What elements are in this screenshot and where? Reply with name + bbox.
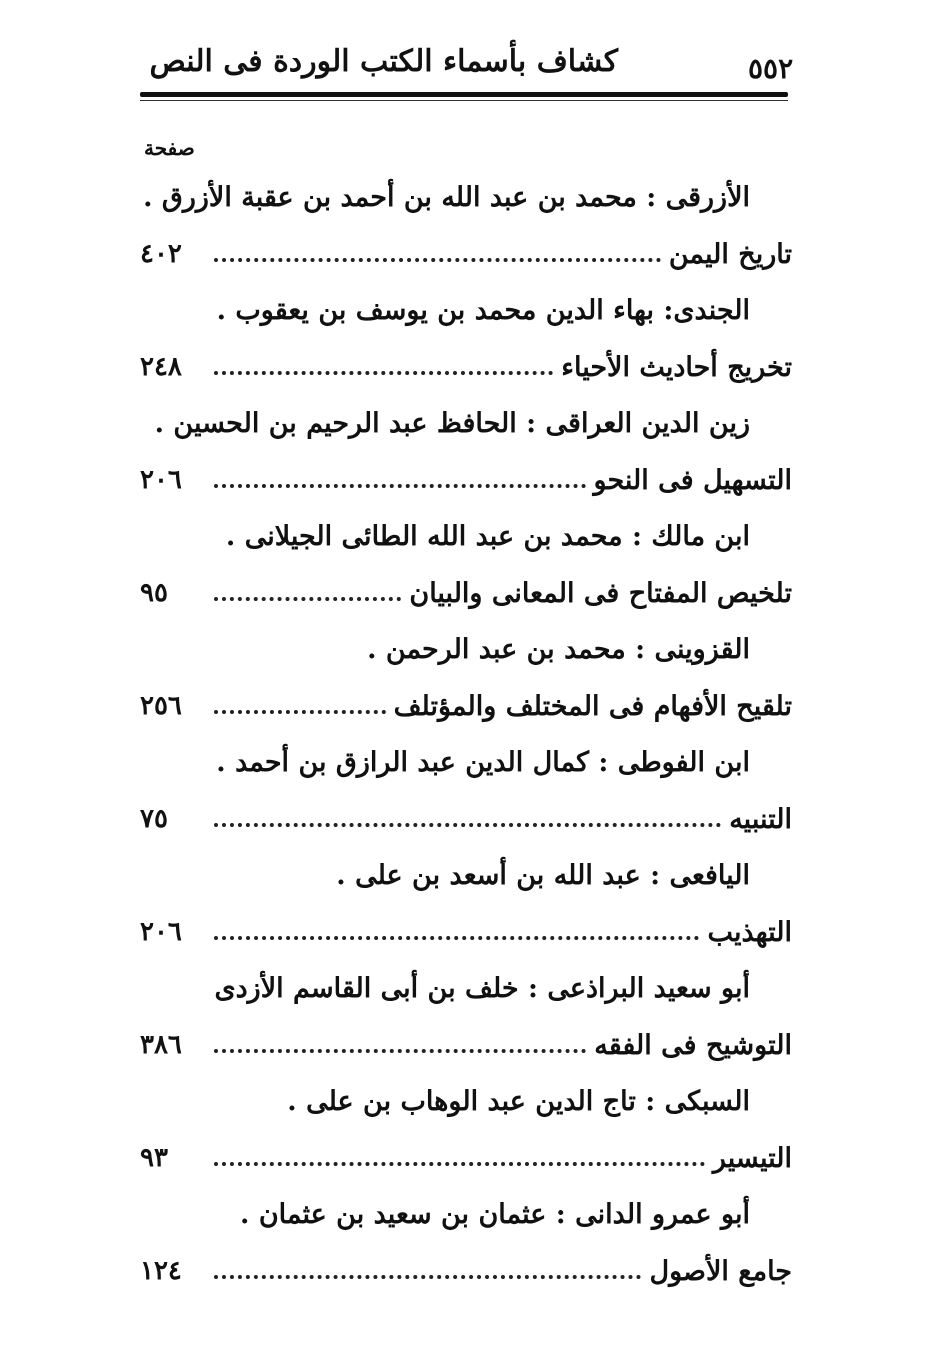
dot-leader [214, 1275, 641, 1279]
dot-leader [214, 1162, 705, 1166]
dot-leader [214, 936, 699, 940]
entry-author: اليافعى : عبد الله بن أسعد بن على . [336, 860, 750, 891]
page-column-label: صفحة [144, 136, 195, 160]
entry-title-row [140, 903, 792, 961]
header-rule [140, 92, 788, 97]
index-entry [140, 1187, 792, 1300]
running-header-title: كشاف بأسماء الكتب الوردة فى النص [149, 44, 618, 79]
entry-author: السبكى : تاج الدين عبد الوهاب بن على . [287, 1086, 750, 1117]
dot-leader [214, 597, 401, 601]
index-entry [140, 1074, 792, 1187]
entry-page-ref: ٩٥ [140, 578, 168, 608]
page-number: ٥٥٢ [748, 52, 794, 85]
entry-author: ابن الفوطى : كمال الدين عبد الرازق بن أحمد . [216, 747, 750, 778]
dot-leader [214, 823, 721, 827]
entry-author: القزوينى : محمد بن عبد الرحمن . [367, 634, 750, 665]
entry-title: تلخيص المفتاح فى المعانى والبيان [409, 577, 792, 609]
entry-title-row [140, 677, 792, 735]
entry-title: التهذيب [707, 916, 792, 948]
index-entry [140, 283, 792, 396]
entry-title-row [140, 225, 792, 283]
entry-title-row [140, 338, 792, 396]
entry-page-ref: ٣٨٦ [140, 1030, 182, 1060]
dot-leader [214, 258, 661, 262]
entry-author: ابن مالك : محمد بن عبد الله الطائى الجيلانى . [225, 521, 750, 552]
entry-page-ref: ١٢٤ [140, 1256, 182, 1286]
index-entry [140, 622, 792, 735]
dot-leader [214, 710, 386, 714]
entry-author: الأزرقى : محمد بن عبد الله بن أحمد بن عقبة الأزرق . [143, 182, 750, 213]
entry-title: تاريخ اليمن [668, 238, 792, 270]
entry-title: التسهيل فى النحو [593, 464, 792, 496]
entry-page-ref: ٢٤٨ [140, 352, 182, 382]
entry-title: تخريج أحاديث الأحياء [561, 351, 792, 383]
header-rule-thin [140, 100, 788, 101]
entry-title-row [140, 564, 792, 622]
entry-title: التيسير [712, 1142, 792, 1174]
index-entry [140, 396, 792, 509]
dot-leader [214, 484, 586, 488]
entry-title-row [140, 1016, 792, 1074]
entry-title-row [140, 1129, 792, 1187]
dot-leader [214, 371, 553, 375]
entry-page-ref: ٢٥٦ [140, 691, 182, 721]
entry-title-row [140, 790, 792, 848]
entry-author: أبو سعيد البراذعى : خلف بن أبى القاسم الأزدى [214, 973, 750, 1004]
entry-title: جامع الأصول [649, 1255, 792, 1287]
index-entry [140, 509, 792, 622]
entry-page-ref: ٢٠٦ [140, 917, 182, 947]
index-entry [140, 961, 792, 1074]
entry-page-ref: ٩٣ [140, 1143, 168, 1173]
entry-author: أبو عمرو الدانى : عثمان بن سعيد بن عثمان . [240, 1199, 750, 1230]
index-entry [140, 735, 792, 848]
entry-title: التوشيح فى الفقه [594, 1029, 792, 1061]
index-entry [140, 848, 792, 961]
entry-title: التنبيه [729, 803, 792, 835]
entry-title-row [140, 1242, 792, 1300]
entry-title: تلقيح الأفهام فى المختلف والمؤتلف [393, 690, 792, 722]
entry-author: الجندى: بهاء الدين محمد بن يوسف بن يعقوب . [216, 295, 750, 326]
entry-page-ref: ٤٠٢ [140, 239, 182, 269]
entry-page-ref: ٧٥ [140, 804, 168, 834]
entry-page-ref: ٢٠٦ [140, 465, 182, 495]
entry-author: زين الدين العراقى : الحافظ عبد الرحيم بن الحسين . [154, 408, 750, 439]
index-entry [140, 170, 792, 283]
entry-title-row [140, 451, 792, 509]
dot-leader [214, 1049, 586, 1053]
index-list [140, 170, 792, 1300]
